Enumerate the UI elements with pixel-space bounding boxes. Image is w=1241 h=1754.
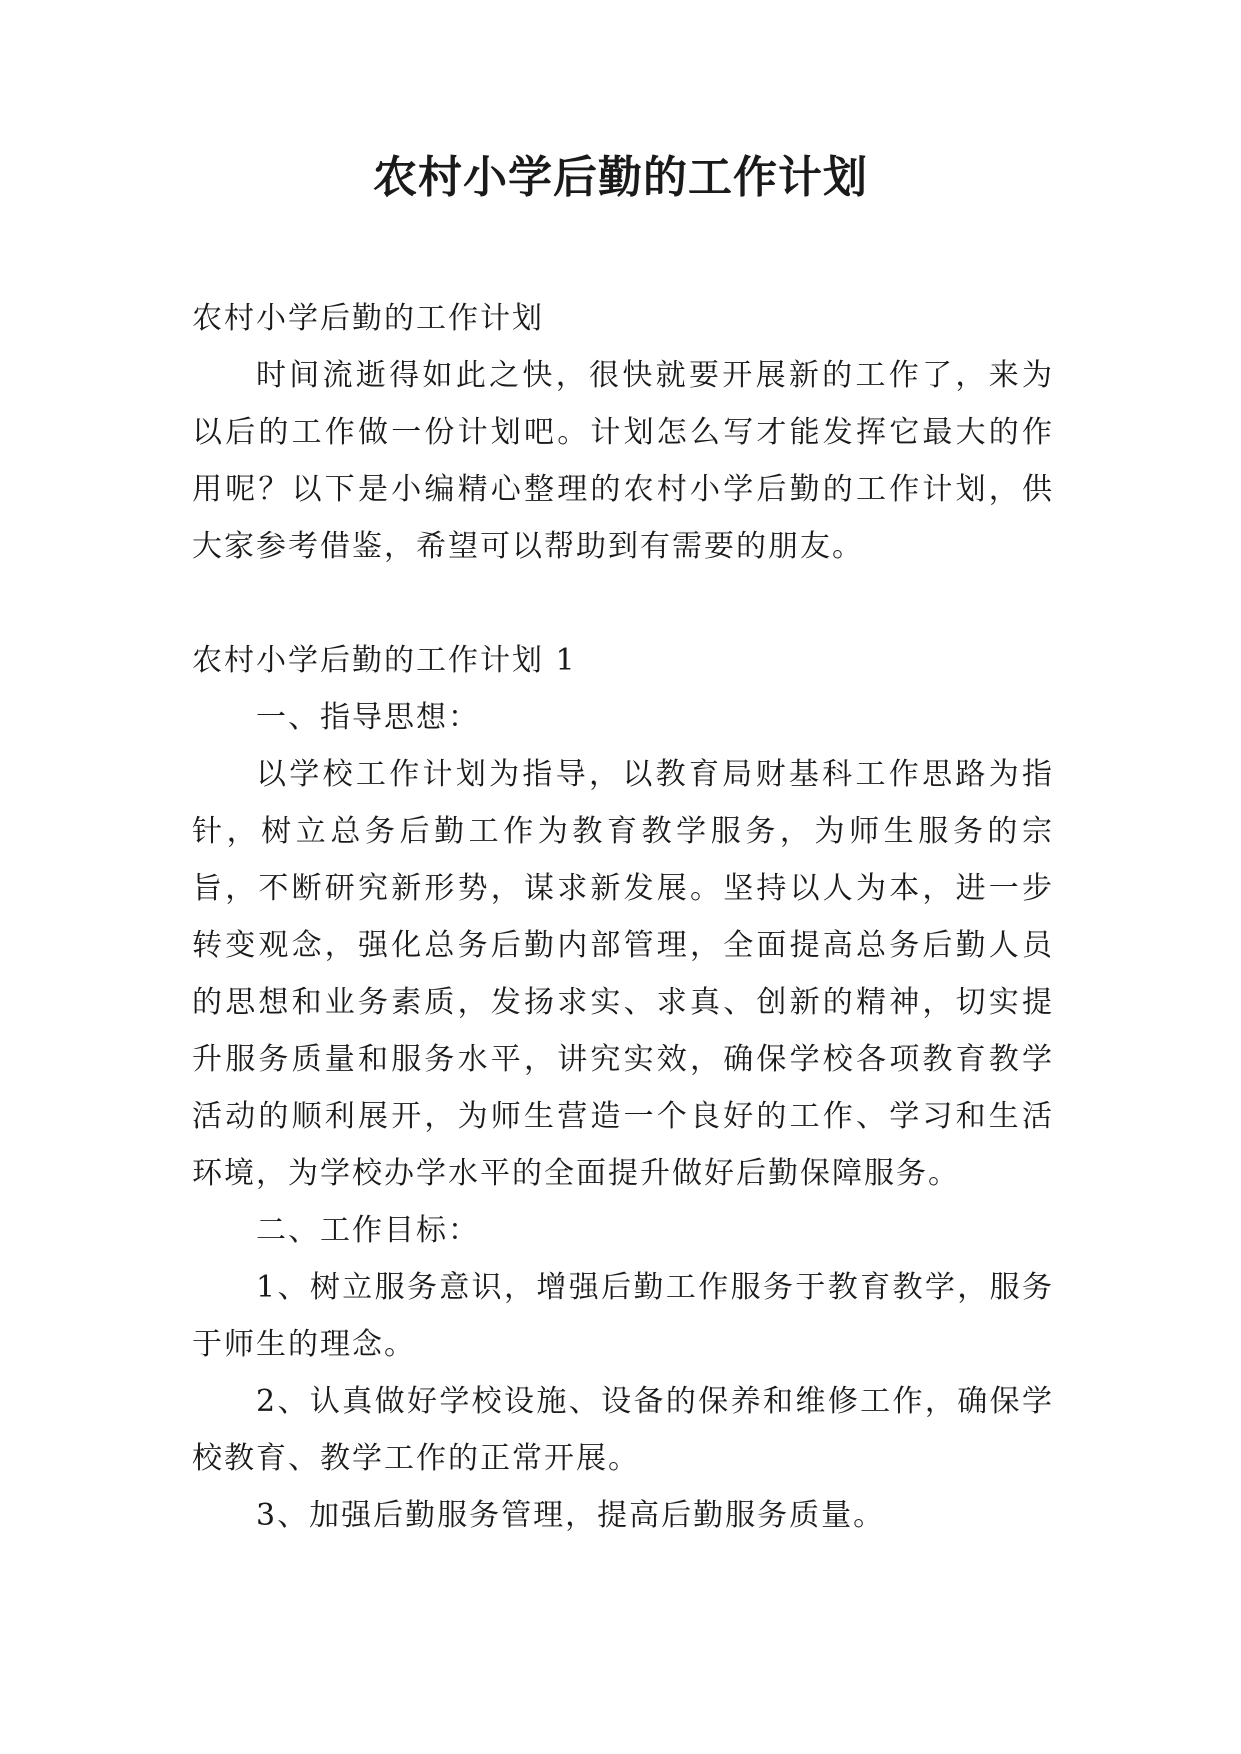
goal-item-3: 3、加强后勤服务管理，提高后勤服务质量。 xyxy=(256,1498,886,1533)
section-heading-1: 农村小学后勤的工作计划 1 xyxy=(192,643,577,678)
subheading-guiding-ideas: 一、指导思想： xyxy=(256,700,480,735)
intro-paragraph: 时间流逝得如此之快，很快就要开展新的工作了，来为以后的工作做一份计划吧。计划怎么写才能发挥它最大的作用呢？以下是小编精心整理的农村小学后勤的工作计划，供大家参考借鉴，希望可以帮助到有需要的朋友。 xyxy=(192,358,1054,564)
goal-item-1: 1、树立服务意识，增强后勤工作服务于教育教学，服务于师生的理念。 xyxy=(192,1270,1054,1362)
intro-heading: 农村小学后勤的工作计划 xyxy=(192,301,544,336)
goal-item-2: 2、认真做好学校设施、设备的保养和维修工作，确保学校教育、教学工作的正常开展。 xyxy=(192,1384,1054,1476)
document-title: 农村小学后勤的工作计划 xyxy=(373,152,868,203)
subheading-work-goals: 二、工作目标： xyxy=(256,1213,480,1248)
guiding-ideas-paragraph: 以学校工作计划为指导，以教育局财基科工作思路为指针，树立总务后勤工作为教育教学服务，为师生服务的宗旨，不断研究新形势，谋求新发展。坚持以人为本，进一步转变观念，强化总务后勤内部管理，全面提高总务后勤人员的思想和业务素质，发扬求实、求真、创新的精神，切实提升服务质量和服务水平，讲究实效，确保学校各项教育教学活动的顺利展开，为师生营造一个良好的工作、学习和生活环境，为学校办学水平的全面提升做好后勤保障服务。 xyxy=(192,757,1054,1191)
document-body xyxy=(192,290,1054,1544)
